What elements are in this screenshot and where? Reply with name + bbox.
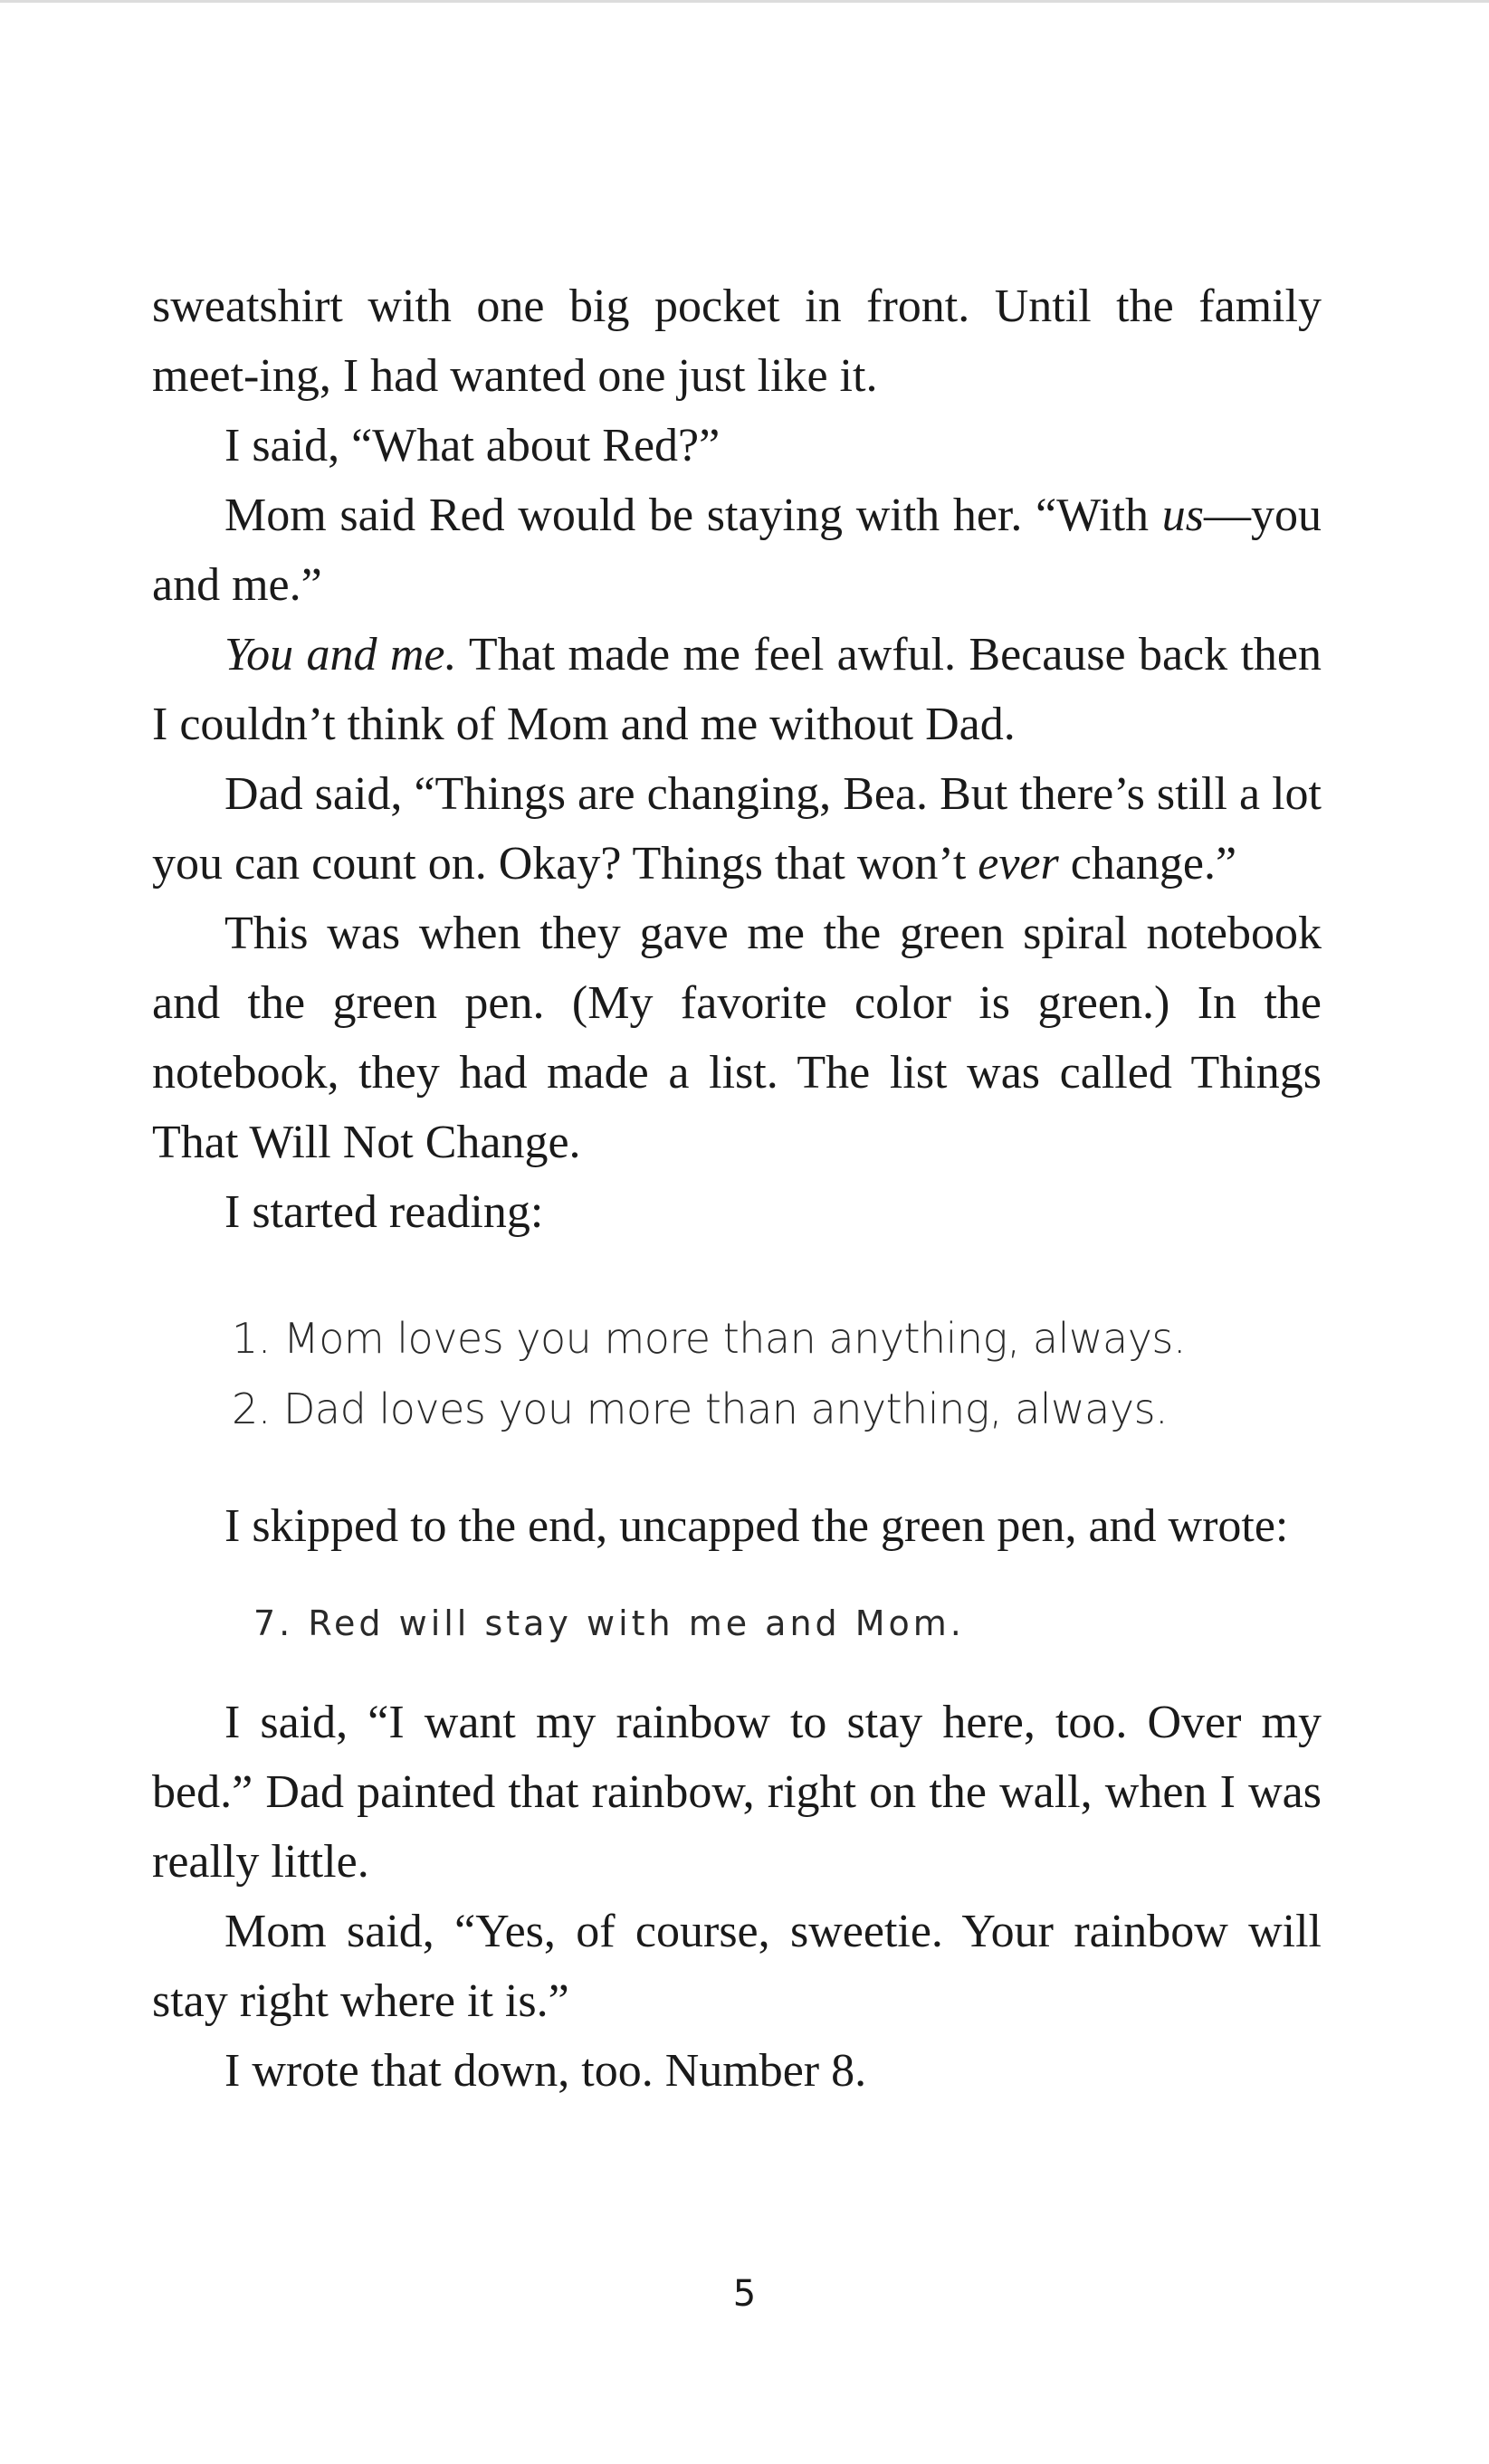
paragraph: sweatshirt with one big pocket in front. Until the family meet-ing, I had wanted one just like it. [152,281,1322,402]
emphasis-text: us [1161,490,1204,541]
paragraph-text: That made me feel awful. Because back then I couldn’t think of Mom and me without Dad. [152,629,1322,750]
list-item: 1. Mom loves you more than anything, always. [232,1314,1187,1363]
paragraph-text: —you and me.” [152,490,1322,611]
paragraph: I skipped to the end, uncapped the green pen, and wrote: [224,1500,1289,1552]
list-item: 2. Dad loves you more than anything, always. [232,1384,1169,1433]
emphasis-text: ever [978,838,1059,890]
kid-handwritten-note: 7. Red will stay with me and Mom. [253,1603,965,1643]
paragraph: I said, “What about Red?” [224,420,721,471]
paragraph-text: change.” [1058,838,1237,890]
paragraph: I started reading: [224,1186,544,1238]
handwritten-list [152,1303,1322,1444]
paragraph [152,620,1322,759]
page-number: 5 [732,2273,757,2315]
paragraph: Mom said, “Yes, of course, sweetie. Your rainbow will stay right where it is.” [152,1906,1322,2027]
paragraph [152,759,1322,899]
paragraph: This was when they gave me the green spiral notebook and the green pen. (My favorite color is green.) In the notebook, they had made a list. The list was called Things That Will Not Change. [152,908,1322,1168]
paragraph: I said, “I want my rainbow to stay here, too. Over my bed.” Dad painted that rainbow, right on the wall, when I was really little. [152,1697,1322,1888]
emphasis-text: You and me. [224,629,457,680]
page-top-edge [0,0,1489,3]
paragraph [152,480,1322,620]
paragraph-text: Dad said, “Things are changing, Bea. But there’s still a lot you can count on. Okay? Things that won’t [152,768,1322,890]
paragraph: I wrote that down, too. Number 8. [224,2045,867,2097]
book-page-body [152,271,1322,2106]
paragraph-text: Mom said Red would be staying with her. “With [224,490,1162,541]
